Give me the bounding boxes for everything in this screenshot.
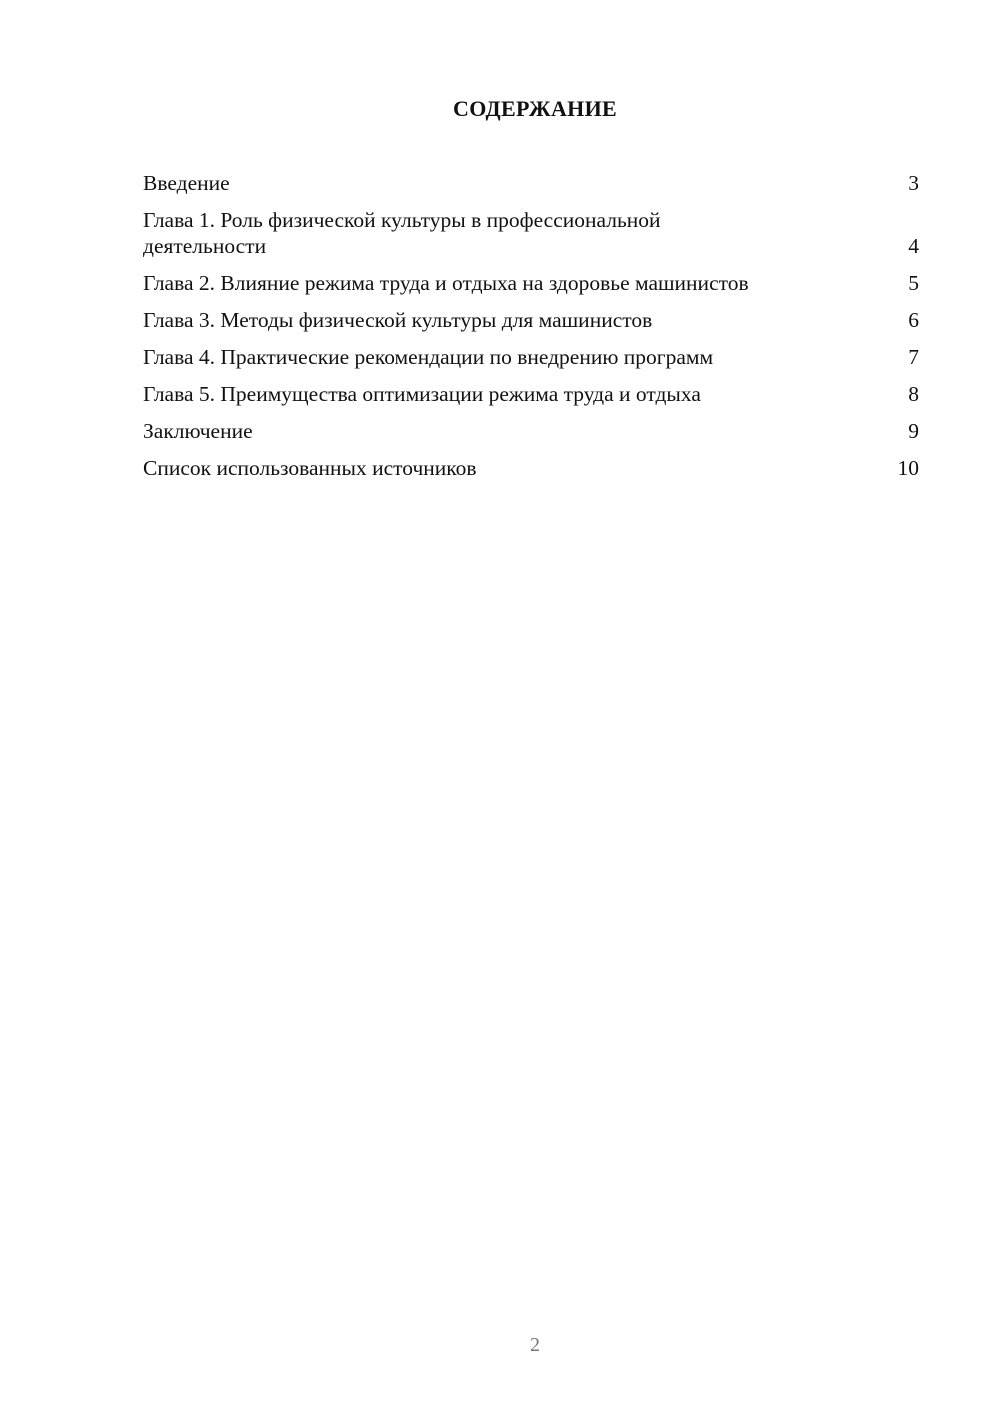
toc-entry-references[interactable] (143, 455, 919, 481)
toc-entry-page: 8 (908, 382, 919, 406)
toc-entry-page: 3 (908, 171, 919, 195)
toc-entry-chapter-1[interactable] (143, 207, 919, 259)
table-of-contents (143, 170, 919, 492)
toc-entry-text: Глава 2. Влияние режима труда и отдыха на здоровье машинистов (143, 271, 749, 295)
toc-entry-introduction[interactable] (143, 170, 919, 196)
toc-entry-text: Введение (143, 171, 230, 195)
toc-entry-text: Глава 3. Методы физической культуры для машинистов (143, 308, 653, 332)
toc-entry-text: Список использованных источников (143, 456, 477, 480)
toc-entry-text: Глава 1. Роль физической культуры в профессиональной деятельности (143, 208, 661, 258)
toc-entry-page: 7 (908, 345, 919, 369)
toc-entry-chapter-4[interactable] (143, 344, 919, 370)
toc-entry-text: Глава 5. Преимущества оптимизации режима труда и отдыха (143, 382, 701, 406)
toc-entry-page: 4 (908, 234, 919, 258)
toc-entry-page: 9 (908, 419, 919, 443)
toc-title: СОДЕРЖАНИЕ (453, 96, 617, 121)
toc-entry-page: 6 (908, 308, 919, 332)
toc-entry-page: 10 (897, 456, 919, 480)
toc-entry-conclusion[interactable] (143, 418, 919, 444)
page-number: 2 (530, 1334, 540, 1356)
toc-entry-chapter-3[interactable] (143, 307, 919, 333)
toc-entry-text: Заключение (143, 419, 253, 443)
toc-entry-chapter-2[interactable] (143, 270, 919, 296)
toc-entry-page: 5 (908, 271, 919, 295)
toc-entry-chapter-5[interactable] (143, 381, 919, 407)
toc-entry-text: Глава 4. Практические рекомендации по внедрению программ (143, 345, 714, 369)
